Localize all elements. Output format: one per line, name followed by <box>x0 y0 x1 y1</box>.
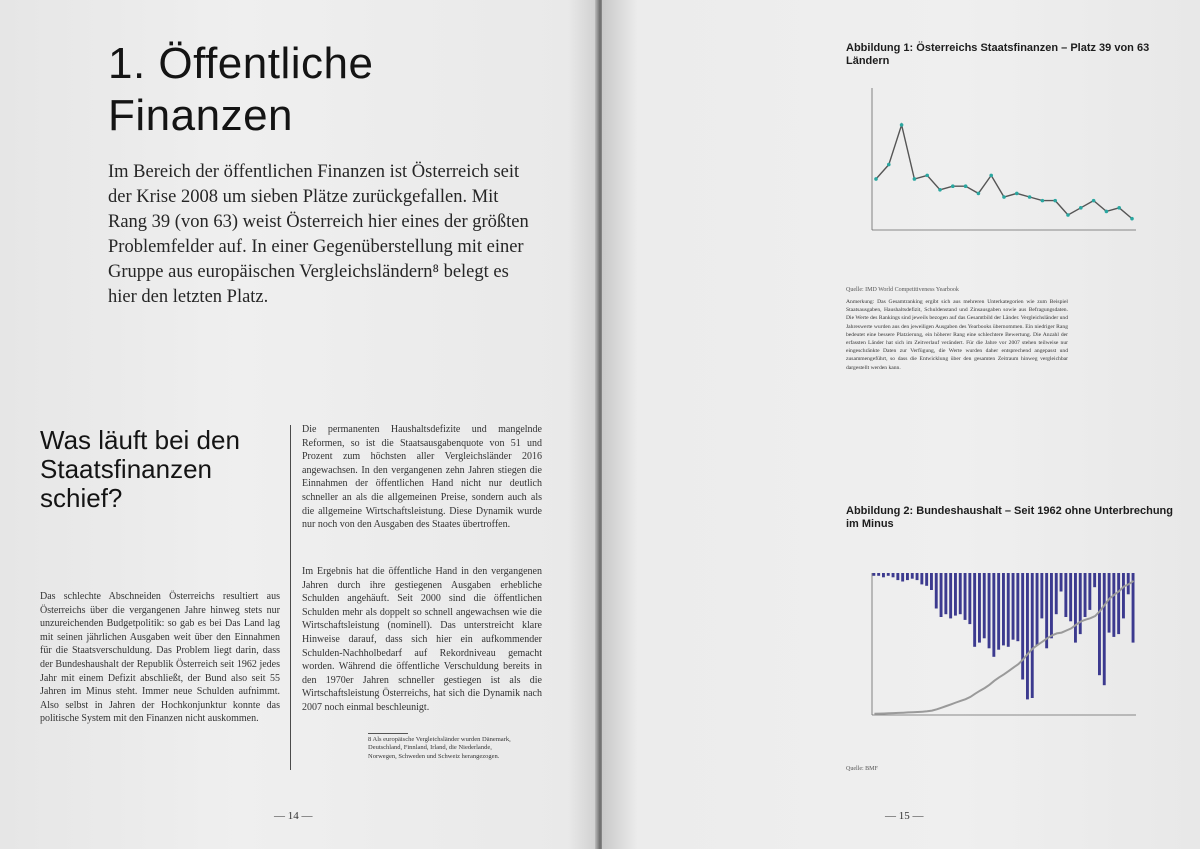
ranking-point <box>1079 206 1083 210</box>
deficit-bar <box>1103 573 1106 685</box>
deficit-bar <box>1055 573 1058 614</box>
body-column-right-bottom: Im Ergebnis hat die öffentliche Hand in den vergangenen Jahren durch ihre gestiegenen Ausgaben erhebliche Schulden angehäuft. Seit 2000 sind die öffentlichen Schulden mehr als doppelt so schnell angewachsen wie die Wirtschaftsleistung (nominell). Das unterstreicht klare Hinweise darauf, dass sich hier ein aufkommender Schulden-Nachholbedarf auf Rekordniveau gemacht worden. Während die öffentliche Verschuldung bereits in den 1970er Jahren schneller gestiegen ist als die Wirtschaftsleistung Österreichs, hat sich die Dynamik nach 2007 noch einmal beschleunigt. <box>302 566 542 713</box>
deficit-bar <box>1069 573 1072 621</box>
ranking-point <box>964 184 968 188</box>
deficit-bar <box>954 573 957 616</box>
ranking-point <box>1002 195 1006 199</box>
figure-2-title: Abbildung 2: Bundeshaushalt – Seit 1962 ohne Unterbrechung im Minus <box>846 505 1173 530</box>
ranking-point <box>951 184 955 188</box>
figure-2-source: Quelle: BMF <box>846 766 878 772</box>
ranking-point <box>1053 199 1057 203</box>
deficit-bar <box>916 573 919 580</box>
ranking-point <box>913 177 917 181</box>
page-number-right: — 15 — <box>885 810 924 822</box>
deficit-bar <box>872 573 875 576</box>
figure-2-chart <box>846 565 1146 760</box>
deficit-bar <box>940 573 943 617</box>
deficit-bar <box>997 573 1000 650</box>
deficit-bar <box>944 573 947 614</box>
deficit-bar <box>901 573 904 582</box>
deficit-bar <box>1122 573 1125 618</box>
ranking-point <box>1117 206 1121 210</box>
body-column-left: Das schlechte Abschneiden Österreichs resultiert aus Österreichs über die vergangenen Jahre hinweg stets nur unzureichenden Budgetpolitik: so gab es bei Das Land lag mit seinen jährlichen Ausgaben weit über den Einnahmen für die Staatsverschuldung. Das Problem liegt darin, dass der Bundeshaushalt der Republik Österreich seit 1962 jedes Jahr mit einem Defizit abschließt, der Bund also seit 55 Jahren im Minus steht. Immer neue Schulden aufnimmt. Also selbst in Jahren der Hochkonjunktur konnte das politische System mit den Finanzen nicht auskommen. <box>40 591 280 725</box>
deficit-bar <box>992 573 995 657</box>
deficit-bar <box>1108 573 1111 633</box>
deficit-bar <box>973 573 976 647</box>
deficit-bar <box>1026 573 1029 699</box>
deficit-bar <box>949 573 952 618</box>
deficit-bar <box>1098 573 1101 675</box>
deficit-bar <box>1050 573 1053 638</box>
ranking-point <box>874 177 878 181</box>
left-page <box>0 0 598 849</box>
deficit-bar <box>1088 573 1091 610</box>
budget-bar-chart <box>846 565 1146 760</box>
ranking-point <box>1092 199 1096 203</box>
figure-1-title: Abbildung 1: Österreichs Staatsfinanzen – Platz 39 von 63 Ländern <box>846 42 1150 67</box>
deficit-bar <box>1112 573 1115 637</box>
deficit-bar <box>1007 573 1010 647</box>
deficit-bar <box>911 573 914 579</box>
deficit-bar <box>983 573 986 638</box>
deficit-bar <box>877 573 880 576</box>
deficit-bar <box>1012 573 1015 640</box>
ranking-point <box>1041 199 1045 203</box>
ranking-point <box>989 174 993 178</box>
deficit-bar <box>1016 573 1019 641</box>
deficit-bar <box>892 573 895 577</box>
deficit-bar <box>1084 573 1087 617</box>
deficit-bar <box>1040 573 1043 618</box>
figure-1-note: Anmerkung: Das Gesamtranking ergibt sich aus mehreren Unterkategorien wie zum Beispiel Staatsausgaben, Haushaltsdefizit, Schuldenstand und Zinsausgaben sowie aus Befragungsdaten. Die Werte des Rankings sind jeweils bezogen auf das Gesamtbild der Länder. Vergleichsländer und Jahreswerte wurden aus den jeweiligen Ausgaben des Yearbooks übernommen. Ein niedriger Rang bedeutet eine bessere Platzierung, ein höherer Rang eine schlechtere Bewertung. Die Anzahl der erfassten Länder hat sich im Zeitverlauf verändert. Für die Jahre vor 2007 stehen teilweise nur eingeschränkte Daten zur Verfügung, die Werte wurden daher entsprechend angepasst und zusammengeführt, so dass die Entwicklung über den gesamten Zeitraum hinweg vergleichbar dargestellt werden kann. <box>846 299 1068 371</box>
ranking-line-chart <box>846 80 1146 280</box>
deficit-bar <box>964 573 967 620</box>
ranking-point <box>900 123 904 127</box>
deficit-bar <box>896 573 899 580</box>
footnote-rule <box>368 733 408 734</box>
ranking-point <box>1130 217 1134 221</box>
deficit-bar <box>925 573 928 586</box>
ranking-point <box>1015 192 1019 196</box>
ranking-point <box>1105 210 1109 214</box>
page-number-left: — 14 — <box>274 810 313 822</box>
chapter-title: 1. Öffentliche Finanzen <box>108 39 374 140</box>
deficit-bar <box>1117 573 1120 634</box>
deficit-bar <box>906 573 909 580</box>
body-column-right-top: Die permanenten Haushaltsdefizite und mangelnde Reformen, so ist die Staatsausgabenquote von 51 und Prozent zum höchsten aller Vergleichsländer 2016 angewachsen. In den vergangenen zehn Jahren stiegen die Einnahmen der öffentlichen Hand nicht nur deutlich schneller an als die allgemeinen Preise, sondern auch als die allgemeine Wirtschaftsleistung. Diese Dynamik wurde nur noch von den Ausgaben des Staates übertroffen. <box>302 424 542 531</box>
ranking-point <box>977 192 981 196</box>
deficit-bar <box>887 573 890 576</box>
ranking-line <box>876 125 1132 219</box>
deficit-bar <box>959 573 962 614</box>
section-subhead: Was läuft bei den Staatsfinanzen schief? <box>40 425 240 513</box>
deficit-bar <box>1002 573 1005 645</box>
lead-paragraph: Im Bereich der öffentlichen Finanzen ist Österreich seit der Krise 2008 um sieben Plätze zurückgefallen. Mit Rang 39 (von 63) weist Österreich hier eines der größten Problemfelder auf. In einer Gegenüberstellung mit einer Gruppe aus europäischen Vergleichsländern⁸ belegt es hier den letzten Platz. <box>108 162 529 307</box>
deficit-bar <box>935 573 938 609</box>
ranking-point <box>1066 213 1070 217</box>
ranking-point <box>938 188 942 192</box>
deficit-bar <box>1064 573 1067 617</box>
column-divider <box>290 425 291 770</box>
ranking-point <box>925 174 929 178</box>
deficit-bar <box>1074 573 1077 643</box>
deficit-bar <box>978 573 981 643</box>
deficit-bar <box>1132 573 1135 643</box>
deficit-bar <box>1060 573 1063 592</box>
deficit-bar <box>930 573 933 590</box>
ranking-point <box>887 163 891 167</box>
deficit-bar <box>1036 573 1039 645</box>
figure-1-chart <box>846 80 1146 280</box>
deficit-bar <box>1031 573 1034 698</box>
deficit-bar <box>1021 573 1024 680</box>
deficit-bar <box>1093 573 1096 587</box>
footnote: 8 Als europäische Vergleichsländer wurden Dänemark, Deutschland, Finnland, Irland, die Niederlande, Norwegen, Schweden und Schweiz herangezogen. <box>368 736 511 760</box>
deficit-bar <box>882 573 885 577</box>
deficit-bar <box>988 573 991 648</box>
figure-1-source: Quelle: IMD World Competitiveness Yearbook <box>846 287 959 293</box>
ranking-point <box>1028 195 1032 199</box>
deficit-bar <box>968 573 971 624</box>
deficit-bar <box>920 573 923 584</box>
deficit-bar <box>1079 573 1082 634</box>
